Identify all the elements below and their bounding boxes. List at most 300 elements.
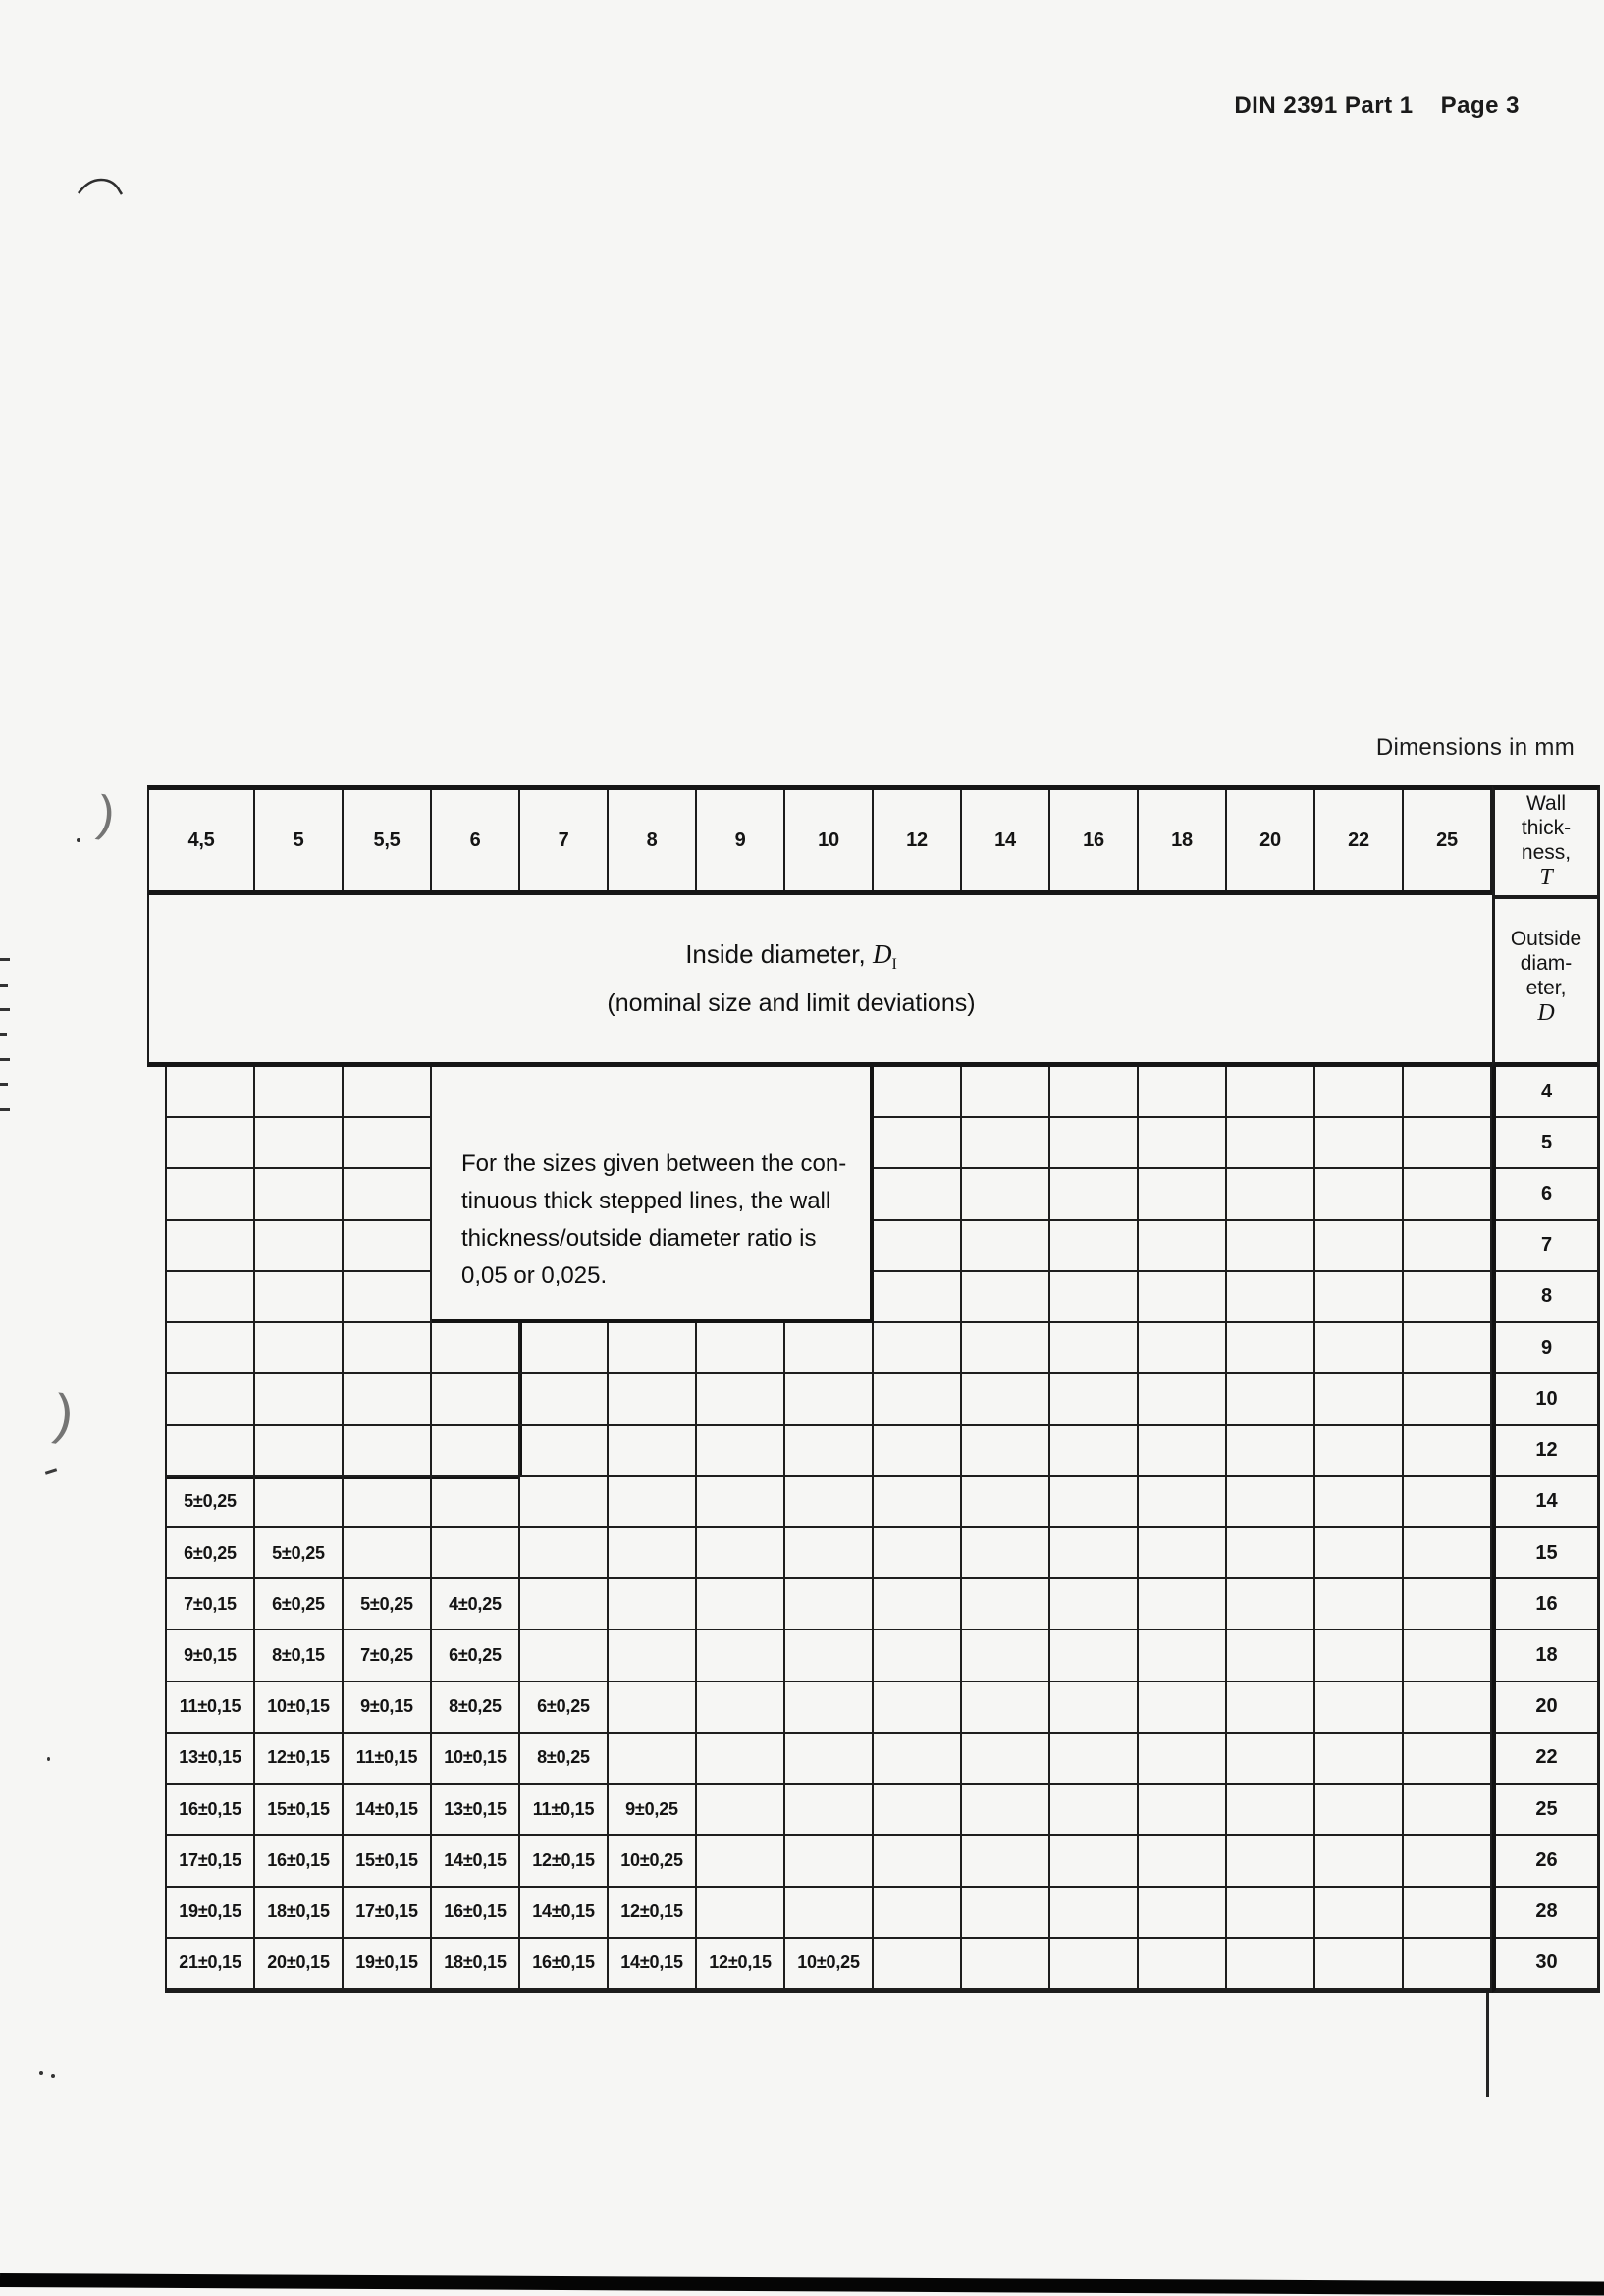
empty-cell [609, 1477, 697, 1528]
outside-diameter-value: 10 [1496, 1374, 1597, 1425]
wall-label-line: Wall [1525, 792, 1567, 815]
outside-diameter-value: 15 [1496, 1528, 1597, 1579]
inside-diameter-cell: 14±0,15 [609, 1939, 697, 1990]
empty-cell [1227, 1118, 1315, 1169]
edge-dash [0, 984, 8, 987]
wall-thickness-header-row [147, 785, 1492, 895]
empty-cell [697, 1785, 785, 1836]
wall-thickness-value: 4,5 [149, 790, 255, 890]
outside-diameter-value: 18 [1496, 1630, 1597, 1682]
empty-cell [962, 1272, 1050, 1323]
empty-cell [609, 1630, 697, 1682]
empty-cell [697, 1888, 785, 1939]
empty-cell [1315, 1067, 1404, 1118]
wall-thickness-value: 25 [1404, 790, 1492, 890]
empty-cell [344, 1169, 432, 1220]
inside-diameter-cell: 6±0,25 [432, 1630, 520, 1682]
empty-cell [1050, 1888, 1139, 1939]
empty-cell [962, 1528, 1050, 1579]
wall-thickness-value: 22 [1315, 790, 1404, 890]
empty-cell [1315, 1785, 1404, 1836]
outside-diameter-column [1492, 1067, 1600, 1993]
inside-diameter-cell: 7±0,25 [344, 1630, 432, 1682]
empty-cell [1227, 1477, 1315, 1528]
stray-scan-line [1486, 1993, 1489, 2097]
empty-cell [697, 1836, 785, 1887]
empty-cell [874, 1836, 962, 1887]
units-note: Dimensions in mm [1375, 734, 1575, 761]
margin-dot-2 [47, 1757, 50, 1761]
edge-dash [0, 1083, 8, 1086]
outside-label-line: eter, [1525, 977, 1567, 999]
empty-cell [520, 1323, 609, 1374]
empty-cell [609, 1323, 697, 1374]
empty-cell [1227, 1836, 1315, 1887]
empty-cell [874, 1682, 962, 1734]
inside-diameter-symbol: D [872, 939, 892, 970]
empty-cell [1139, 1272, 1227, 1323]
empty-cell [1050, 1323, 1139, 1374]
empty-cell [785, 1477, 874, 1528]
outside-label-line: diam- [1520, 952, 1573, 975]
document-reference: DIN 2391 Part 1 [1234, 92, 1414, 119]
note-line: tinuous thick stepped lines, the wall [461, 1188, 831, 1214]
empty-cell [1404, 1323, 1492, 1374]
empty-cell [785, 1528, 874, 1579]
empty-cell [697, 1323, 785, 1374]
empty-cell [874, 1323, 962, 1374]
inside-diameter-cell: 13±0,15 [432, 1785, 520, 1836]
empty-cell [697, 1528, 785, 1579]
empty-cell [1315, 1734, 1404, 1785]
empty-cell [1050, 1272, 1139, 1323]
inside-diameter-cell: 11±0,15 [520, 1785, 609, 1836]
empty-cell [874, 1888, 962, 1939]
empty-cell [1139, 1682, 1227, 1734]
wall-label-line: thick- [1521, 817, 1572, 839]
inside-diameter-cell: 15±0,15 [344, 1836, 432, 1887]
empty-cell [1227, 1888, 1315, 1939]
empty-cell [344, 1272, 432, 1323]
empty-cell [255, 1169, 344, 1220]
outside-diameter-value: 25 [1496, 1785, 1597, 1836]
ratio-note [432, 1067, 874, 1323]
empty-cell [1315, 1939, 1404, 1990]
empty-cell [1315, 1528, 1404, 1579]
empty-cell [962, 1067, 1050, 1118]
empty-cell [255, 1118, 344, 1169]
empty-cell [1227, 1630, 1315, 1682]
outside-diameter-value: 4 [1496, 1067, 1597, 1118]
empty-cell [1315, 1426, 1404, 1477]
empty-cell [1050, 1785, 1139, 1836]
inside-diameter-cell: 19±0,15 [167, 1888, 255, 1939]
outside-diameter-value: 26 [1496, 1836, 1597, 1887]
empty-cell [1315, 1579, 1404, 1630]
inside-diameter-cell: 12±0,15 [520, 1836, 609, 1887]
inside-diameter-cell: 12±0,15 [697, 1939, 785, 1990]
empty-cell [785, 1579, 874, 1630]
outside-diameter-value: 8 [1496, 1272, 1597, 1323]
empty-cell [785, 1888, 874, 1939]
inside-diameter-cell: 16±0,15 [255, 1836, 344, 1887]
empty-cell [962, 1374, 1050, 1425]
wall-thickness-value: 6 [432, 790, 520, 890]
empty-cell [255, 1426, 344, 1477]
empty-cell [785, 1426, 874, 1477]
empty-cell [344, 1374, 432, 1425]
empty-cell [1050, 1630, 1139, 1682]
empty-cell [1404, 1169, 1492, 1220]
empty-cell [874, 1221, 962, 1272]
note-line: 0,05 or 0,025. [461, 1262, 608, 1289]
inside-diameter-cell: 11±0,15 [344, 1734, 432, 1785]
wall-thickness-value: 12 [874, 790, 962, 890]
empty-cell [1139, 1630, 1227, 1682]
empty-cell [1139, 1374, 1227, 1425]
empty-cell [1227, 1785, 1315, 1836]
empty-cell [962, 1323, 1050, 1374]
inside-diameter-cell: 19±0,15 [344, 1939, 432, 1990]
empty-cell [785, 1323, 874, 1374]
inside-diameter-cell: 10±0,15 [255, 1682, 344, 1734]
empty-cell [1404, 1067, 1492, 1118]
empty-cell [962, 1426, 1050, 1477]
empty-cell [1227, 1682, 1315, 1734]
edge-dash [0, 1108, 10, 1111]
empty-cell [962, 1118, 1050, 1169]
empty-cell [1139, 1734, 1227, 1785]
margin-dot-3 [39, 2071, 43, 2075]
empty-cell [697, 1426, 785, 1477]
empty-cell [1227, 1939, 1315, 1990]
empty-cell [1050, 1734, 1139, 1785]
inside-diameter-cell: 12±0,15 [255, 1734, 344, 1785]
empty-cell [1139, 1323, 1227, 1374]
empty-cell [1139, 1477, 1227, 1528]
empty-cell [344, 1528, 432, 1579]
empty-cell [697, 1682, 785, 1734]
empty-cell [874, 1272, 962, 1323]
inside-diameter-cell: 16±0,15 [520, 1939, 609, 1990]
inside-diameter-cell: 8±0,25 [520, 1734, 609, 1785]
empty-cell [344, 1323, 432, 1374]
empty-cell [167, 1272, 255, 1323]
inside-diameter-qualifier: (nominal size and limit deviations) [607, 988, 976, 1017]
inside-diameter-cell: 17±0,15 [167, 1836, 255, 1887]
empty-cell [1315, 1630, 1404, 1682]
empty-cell [962, 1630, 1050, 1682]
empty-cell [874, 1477, 962, 1528]
margin-tick [45, 1468, 57, 1475]
inside-diameter-cell: 10±0,25 [609, 1836, 697, 1887]
empty-cell [1227, 1426, 1315, 1477]
outside-diameter-value: 7 [1496, 1221, 1597, 1272]
empty-cell [874, 1067, 962, 1118]
empty-cell [520, 1528, 609, 1579]
empty-cell [962, 1734, 1050, 1785]
empty-cell [167, 1169, 255, 1220]
empty-cell [609, 1426, 697, 1477]
empty-cell [1404, 1579, 1492, 1630]
empty-cell [1404, 1374, 1492, 1425]
empty-cell [1227, 1169, 1315, 1220]
outside-diameter-value: 9 [1496, 1323, 1597, 1374]
wall-thickness-value: 18 [1139, 790, 1227, 890]
empty-cell [874, 1528, 962, 1579]
empty-cell [1227, 1734, 1315, 1785]
empty-cell [1404, 1939, 1492, 1990]
empty-cell [520, 1374, 609, 1425]
empty-cell [255, 1067, 344, 1118]
empty-cell [1315, 1323, 1404, 1374]
empty-cell [962, 1785, 1050, 1836]
inside-diameter-cell: 5±0,25 [344, 1579, 432, 1630]
outside-diameter-value: 16 [1496, 1579, 1597, 1630]
inside-diameter-cell: 9±0,15 [167, 1630, 255, 1682]
empty-cell [167, 1323, 255, 1374]
empty-cell [344, 1118, 432, 1169]
empty-cell [1050, 1682, 1139, 1734]
empty-cell [1315, 1272, 1404, 1323]
empty-cell [785, 1374, 874, 1425]
empty-cell [1227, 1323, 1315, 1374]
empty-cell [962, 1169, 1050, 1220]
page-number: Page 3 [1440, 92, 1520, 119]
empty-cell [1139, 1221, 1227, 1272]
empty-cell [1404, 1118, 1492, 1169]
inside-diameter-cell: 4±0,25 [432, 1579, 520, 1630]
empty-cell [432, 1528, 520, 1579]
empty-cell [1139, 1118, 1227, 1169]
empty-cell [1139, 1785, 1227, 1836]
inside-diameter-cell: 7±0,15 [167, 1579, 255, 1630]
page-header [1234, 92, 1520, 120]
margin-dot-4 [51, 2074, 55, 2078]
empty-cell [697, 1477, 785, 1528]
inside-diameter-cell: 5±0,25 [255, 1528, 344, 1579]
inside-diameter-cell: 16±0,15 [167, 1785, 255, 1836]
empty-cell [697, 1734, 785, 1785]
inside-diameter-cell: 18±0,15 [432, 1939, 520, 1990]
empty-cell [962, 1939, 1050, 1990]
table-body [165, 1067, 1492, 1993]
empty-cell [874, 1939, 962, 1990]
empty-cell [344, 1221, 432, 1272]
wall-thickness-value: 8 [609, 790, 697, 890]
empty-cell [785, 1785, 874, 1836]
note-line: For the sizes given between the con- [461, 1150, 847, 1177]
inside-diameter-cell: 17±0,15 [344, 1888, 432, 1939]
empty-cell [1315, 1836, 1404, 1887]
empty-cell [962, 1477, 1050, 1528]
inside-diameter-cell: 8±0,25 [432, 1682, 520, 1734]
empty-cell [1315, 1477, 1404, 1528]
empty-cell [1139, 1836, 1227, 1887]
wall-thickness-label [1492, 785, 1600, 897]
inside-diameter-cell: 6±0,25 [167, 1528, 255, 1579]
empty-cell [1139, 1579, 1227, 1630]
empty-cell [962, 1836, 1050, 1887]
outside-diameter-value: 5 [1496, 1118, 1597, 1169]
inside-diameter-cell: 14±0,15 [344, 1785, 432, 1836]
empty-cell [255, 1323, 344, 1374]
margin-mark-paren-2: ) [50, 1382, 78, 1446]
wall-thickness-value: 5 [255, 790, 344, 890]
empty-cell [520, 1579, 609, 1630]
empty-cell [1315, 1221, 1404, 1272]
empty-cell [1050, 1939, 1139, 1990]
margin-dot-1 [77, 838, 80, 842]
empty-cell [1139, 1939, 1227, 1990]
empty-cell [255, 1374, 344, 1425]
margin-mark-arc [77, 177, 126, 198]
empty-cell [344, 1477, 432, 1528]
inside-diameter-cell: 8±0,15 [255, 1630, 344, 1682]
empty-cell [1050, 1579, 1139, 1630]
empty-cell [1050, 1426, 1139, 1477]
empty-cell [167, 1374, 255, 1425]
wall-thickness-value: 20 [1227, 790, 1315, 890]
empty-cell [520, 1630, 609, 1682]
wall-label-line: ness, [1521, 841, 1572, 864]
edge-dash [0, 1058, 10, 1061]
empty-cell [1139, 1426, 1227, 1477]
empty-cell [874, 1630, 962, 1682]
outside-diameter-value: 12 [1496, 1426, 1597, 1477]
outside-diameter-value: 14 [1496, 1477, 1597, 1528]
wall-thickness-values [149, 790, 1492, 890]
empty-cell [167, 1118, 255, 1169]
empty-cell [1227, 1528, 1315, 1579]
empty-cell [874, 1579, 962, 1630]
note-line: thickness/outside diameter ratio is [461, 1225, 817, 1252]
empty-cell [785, 1630, 874, 1682]
inside-diameter-cell: 12±0,15 [609, 1888, 697, 1939]
empty-cell [697, 1579, 785, 1630]
empty-cell [609, 1374, 697, 1425]
empty-cell [609, 1528, 697, 1579]
empty-cell [697, 1374, 785, 1425]
empty-cell [1050, 1067, 1139, 1118]
outside-diameter-symbol: D [1537, 1000, 1555, 1026]
empty-cell [1050, 1477, 1139, 1528]
empty-cell [344, 1426, 432, 1477]
empty-cell [874, 1169, 962, 1220]
empty-cell [609, 1579, 697, 1630]
wall-thickness-value: 14 [962, 790, 1050, 890]
inside-diameter-header [147, 895, 1492, 1067]
wall-thickness-value: 16 [1050, 790, 1139, 890]
empty-cell [432, 1426, 520, 1477]
empty-cell [1227, 1221, 1315, 1272]
empty-cell [255, 1221, 344, 1272]
empty-cell [1139, 1528, 1227, 1579]
inside-diameter-cell: 9±0,15 [344, 1682, 432, 1734]
empty-cell [1404, 1426, 1492, 1477]
outside-label-line: Outside [1510, 928, 1582, 950]
scan-edge-bar [0, 2273, 1604, 2296]
empty-cell [609, 1682, 697, 1734]
empty-cell [432, 1477, 520, 1528]
empty-cell [1227, 1272, 1315, 1323]
empty-cell [785, 1734, 874, 1785]
wall-thickness-value: 5,5 [344, 790, 432, 890]
empty-cell [962, 1579, 1050, 1630]
empty-cell [167, 1067, 255, 1118]
inside-diameter-cell: 11±0,15 [167, 1682, 255, 1734]
inside-diameter-cell: 6±0,25 [520, 1682, 609, 1734]
empty-cell [962, 1221, 1050, 1272]
empty-cell [962, 1888, 1050, 1939]
wall-thickness-symbol: T [1539, 865, 1553, 890]
empty-cell [520, 1426, 609, 1477]
wall-thickness-value: 10 [785, 790, 874, 890]
empty-cell [1404, 1477, 1492, 1528]
empty-cell [962, 1682, 1050, 1734]
inside-diameter-cell: 13±0,15 [167, 1734, 255, 1785]
inside-diameter-title [685, 935, 897, 984]
inside-diameter-cell: 9±0,25 [609, 1785, 697, 1836]
empty-cell [520, 1477, 609, 1528]
empty-cell [167, 1221, 255, 1272]
empty-cell [1050, 1528, 1139, 1579]
empty-cell [874, 1785, 962, 1836]
margin-mark-paren-1: ) [94, 785, 119, 842]
empty-cell [167, 1426, 255, 1477]
empty-cell [874, 1118, 962, 1169]
empty-cell [1139, 1888, 1227, 1939]
empty-cell [255, 1477, 344, 1528]
inside-diameter-cell: 10±0,25 [785, 1939, 874, 1990]
empty-cell [1315, 1169, 1404, 1220]
outside-diameter-label [1492, 897, 1600, 1067]
inside-diameter-cell: 6±0,25 [255, 1579, 344, 1630]
empty-cell [874, 1734, 962, 1785]
empty-cell [785, 1836, 874, 1887]
empty-cell [1139, 1067, 1227, 1118]
empty-cell [1404, 1836, 1492, 1887]
empty-cell [1050, 1169, 1139, 1220]
empty-cell [1404, 1221, 1492, 1272]
outside-diameter-value: 20 [1496, 1682, 1597, 1734]
empty-cell [1404, 1528, 1492, 1579]
inside-diameter-cell: 5±0,25 [167, 1477, 255, 1528]
inside-diameter-subscript: I [891, 956, 897, 974]
empty-cell [1404, 1785, 1492, 1836]
empty-cell [785, 1682, 874, 1734]
outside-diameter-value: 28 [1496, 1888, 1597, 1939]
outside-diameter-value: 22 [1496, 1734, 1597, 1785]
empty-cell [874, 1426, 962, 1477]
wall-thickness-value: 7 [520, 790, 609, 890]
empty-cell [1050, 1118, 1139, 1169]
empty-cell [874, 1374, 962, 1425]
empty-cell [432, 1374, 520, 1425]
empty-cell [1227, 1067, 1315, 1118]
edge-dash [0, 958, 10, 961]
empty-cell [1404, 1888, 1492, 1939]
empty-cell [1404, 1734, 1492, 1785]
edge-dash [0, 1033, 7, 1036]
empty-cell [1404, 1630, 1492, 1682]
empty-cell [1227, 1579, 1315, 1630]
inside-diameter-cell: 18±0,15 [255, 1888, 344, 1939]
empty-cell [1315, 1888, 1404, 1939]
empty-cell [1315, 1682, 1404, 1734]
empty-cell [1139, 1169, 1227, 1220]
edge-dash [0, 1008, 10, 1011]
